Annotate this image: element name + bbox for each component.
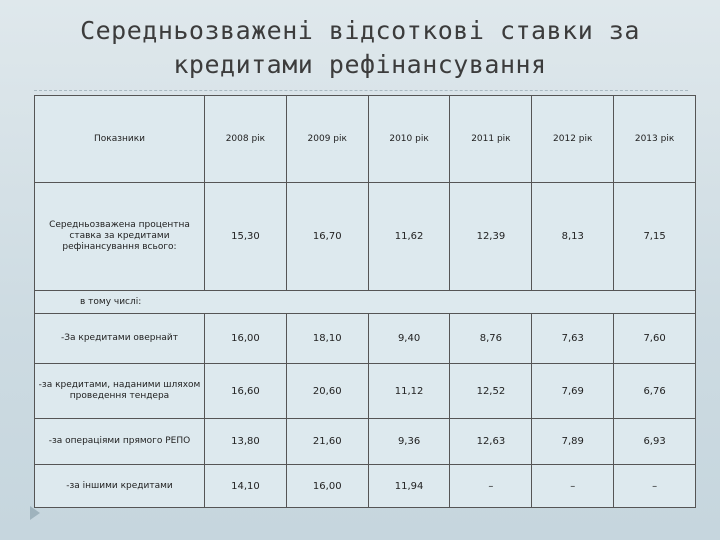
cell-value: 7,89 <box>532 419 614 465</box>
cell-value: 11,94 <box>368 465 450 508</box>
header-year: 2013 рік <box>614 96 696 183</box>
cell-value: 7,63 <box>532 314 614 364</box>
cell-value: 7,15 <box>614 183 696 291</box>
table-row <box>35 364 696 419</box>
row-label: -За кредитами овернайт <box>35 314 205 364</box>
table-header-row <box>35 96 696 183</box>
cell-value: 16,00 <box>286 465 368 508</box>
row-label: -за іншими кредитами <box>35 465 205 508</box>
row-label: Середньозважена процентна ставка за кредитами рефінансування всього: <box>35 183 205 291</box>
table-row-total <box>35 183 696 291</box>
cell-value: 16,60 <box>205 364 287 419</box>
title-divider <box>34 90 688 91</box>
play-triangle-icon <box>30 506 40 520</box>
cell-value: 11,62 <box>368 183 450 291</box>
header-year: 2011 рік <box>450 96 532 183</box>
including-label: в тому числі: <box>35 291 696 314</box>
cell-value: – <box>532 465 614 508</box>
cell-value: 18,10 <box>286 314 368 364</box>
rates-table <box>34 95 696 508</box>
cell-value: 12,52 <box>450 364 532 419</box>
row-label: -за операціями прямого РЕПО <box>35 419 205 465</box>
table-row <box>35 314 696 364</box>
cell-value: 12,63 <box>450 419 532 465</box>
cell-value: 16,70 <box>286 183 368 291</box>
header-year: 2009 рік <box>286 96 368 183</box>
cell-value: 15,30 <box>205 183 287 291</box>
cell-value: – <box>450 465 532 508</box>
cell-value: 21,60 <box>286 419 368 465</box>
cell-value: 12,39 <box>450 183 532 291</box>
header-year: 2010 рік <box>368 96 450 183</box>
cell-value: 9,36 <box>368 419 450 465</box>
cell-value: 11,12 <box>368 364 450 419</box>
title-line-1: Середньозважені відсоткові ставки за <box>80 16 640 45</box>
cell-value: 16,00 <box>205 314 287 364</box>
cell-value: 20,60 <box>286 364 368 419</box>
cell-value: – <box>614 465 696 508</box>
cell-value: 13,80 <box>205 419 287 465</box>
cell-value: 8,13 <box>532 183 614 291</box>
header-year: 2008 рік <box>205 96 287 183</box>
cell-value: 9,40 <box>368 314 450 364</box>
table-row <box>35 465 696 508</box>
table-row-including <box>35 291 696 314</box>
cell-value: 6,93 <box>614 419 696 465</box>
cell-value: 8,76 <box>450 314 532 364</box>
header-year: 2012 рік <box>532 96 614 183</box>
header-indicator: Показники <box>35 96 205 183</box>
cell-value: 6,76 <box>614 364 696 419</box>
cell-value: 7,60 <box>614 314 696 364</box>
page-title <box>20 14 700 82</box>
title-line-2: кредитами рефінансування <box>173 50 547 79</box>
cell-value: 7,69 <box>532 364 614 419</box>
row-label: -за кредитами, наданими шляхом проведення тендера <box>35 364 205 419</box>
cell-value: 14,10 <box>205 465 287 508</box>
table-row <box>35 419 696 465</box>
